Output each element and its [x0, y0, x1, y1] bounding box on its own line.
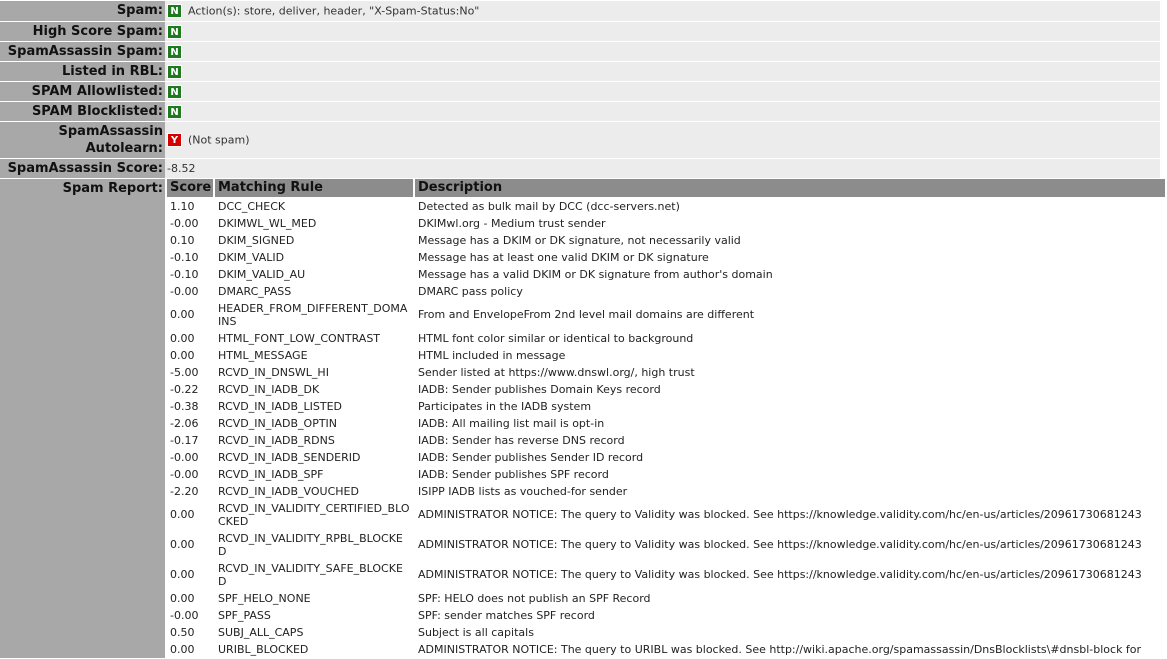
cell-score: -0.00 — [167, 283, 213, 300]
cell-rule: RCVD_IN_VALIDITY_CERTIFIED_BLOCKED — [215, 500, 413, 530]
cell-description: Participates in the IADB system — [415, 398, 1165, 415]
value-spam-blocklisted — [165, 102, 1160, 121]
cell-description: IADB: Sender has reverse DNS record — [415, 432, 1165, 449]
cell-score: 0.00 — [167, 347, 213, 364]
cell-score: 0.00 — [167, 500, 213, 530]
status-badge-no: N — [167, 85, 182, 99]
status-badge-no: N — [167, 4, 182, 18]
table-row — [167, 590, 1165, 607]
table-row — [167, 300, 1165, 330]
label-score: SpamAssassin Score: — [0, 159, 165, 178]
table-row — [167, 466, 1165, 483]
table-row — [167, 560, 1165, 590]
row-spam-blocklisted — [0, 102, 1160, 121]
cell-description: From and EnvelopeFrom 2nd level mail domains are different — [415, 300, 1165, 330]
cell-description: SPF: HELO does not publish an SPF Record — [415, 590, 1165, 607]
cell-rule: DCC_CHECK — [215, 198, 413, 215]
table-row — [167, 607, 1165, 624]
cell-score: 0.00 — [167, 641, 213, 658]
column-header-rule: Matching Rule — [215, 179, 413, 198]
table-row — [167, 641, 1165, 658]
table-row — [167, 232, 1165, 249]
cell-description: SPF: sender matches SPF record — [415, 607, 1165, 624]
cell-description: IADB: Sender publishes SPF record — [415, 466, 1165, 483]
status-badge-no: N — [167, 25, 182, 39]
cell-score: -5.00 — [167, 364, 213, 381]
table-row — [167, 432, 1165, 449]
cell-score: 0.00 — [167, 560, 213, 590]
cell-score: 1.10 — [167, 198, 213, 215]
table-row — [167, 530, 1165, 560]
label-spam-blocklisted: SPAM Blocklisted: — [0, 102, 165, 121]
cell-description: ADMINISTRATOR NOTICE: The query to Validity was blocked. See https://knowledge.validity.com/hc/en-us/articles/20961730681243 — [415, 560, 1165, 590]
table-row — [167, 500, 1165, 530]
table-row — [167, 398, 1165, 415]
cell-description: IADB: Sender publishes Domain Keys record — [415, 381, 1165, 398]
autolearn-result: (Not spam) — [188, 133, 250, 147]
row-listed-in-rbl — [0, 62, 1160, 81]
label-spamassassin-spam: SpamAssassin Spam: — [0, 42, 165, 61]
column-header-description: Description — [415, 179, 1165, 198]
table-row — [167, 347, 1165, 364]
cell-score: -0.10 — [167, 249, 213, 266]
label-spam-report: Spam Report: — [0, 179, 165, 658]
cell-rule: SPF_HELO_NONE — [215, 590, 413, 607]
label-high-score-spam: High Score Spam: — [0, 22, 165, 41]
cell-score: 0.50 — [167, 624, 213, 641]
row-spam-report — [0, 179, 1160, 658]
cell-rule: DKIM_VALID — [215, 249, 413, 266]
cell-rule: SUBJ_ALL_CAPS — [215, 624, 413, 641]
cell-score: -0.10 — [167, 266, 213, 283]
status-badge-no: N — [167, 65, 182, 79]
column-header-score: Score — [167, 179, 213, 198]
table-row — [167, 415, 1165, 432]
cell-rule: RCVD_IN_VALIDITY_RPBL_BLOCKED — [215, 530, 413, 560]
row-autolearn — [0, 122, 1160, 158]
cell-score: -0.00 — [167, 607, 213, 624]
value-spam-allowlisted — [165, 82, 1160, 101]
table-row — [167, 364, 1165, 381]
cell-description: Subject is all capitals — [415, 624, 1165, 641]
status-badge-no: N — [167, 45, 182, 59]
value-listed-in-rbl — [165, 62, 1160, 81]
cell-score: -2.06 — [167, 415, 213, 432]
row-score — [0, 159, 1160, 178]
cell-score: -0.00 — [167, 466, 213, 483]
table-row — [167, 283, 1165, 300]
table-row — [167, 449, 1165, 466]
cell-rule: URIBL_BLOCKED — [215, 641, 413, 658]
cell-description: ISIPP IADB lists as vouched-for sender — [415, 483, 1165, 500]
cell-score: 0.00 — [167, 300, 213, 330]
cell-description: HTML included in message — [415, 347, 1165, 364]
cell-rule: RCVD_IN_IADB_OPTIN — [215, 415, 413, 432]
value-spam — [165, 1, 1160, 21]
table-row — [167, 266, 1165, 283]
cell-rule: RCVD_IN_IADB_DK — [215, 381, 413, 398]
cell-description: Sender listed at https://www.dnswl.org/, high trust — [415, 364, 1165, 381]
cell-rule: DKIM_VALID_AU — [215, 266, 413, 283]
table-row — [167, 624, 1165, 641]
value-autolearn — [165, 122, 1160, 158]
row-spamassassin-spam — [0, 42, 1160, 61]
cell-score: -0.38 — [167, 398, 213, 415]
label-spam: Spam: — [0, 1, 165, 21]
spam-report-table — [165, 179, 1167, 658]
cell-score: -0.00 — [167, 449, 213, 466]
cell-rule: RCVD_IN_IADB_SENDERID — [215, 449, 413, 466]
cell-score: -2.20 — [167, 483, 213, 500]
cell-rule: HEADER_FROM_DIFFERENT_DOMAINS — [215, 300, 413, 330]
cell-score: -0.00 — [167, 215, 213, 232]
cell-rule: SPF_PASS — [215, 607, 413, 624]
cell-rule: RCVD_IN_VALIDITY_SAFE_BLOCKED — [215, 560, 413, 590]
report-body — [167, 198, 1165, 658]
value-spamassassin-spam — [165, 42, 1160, 61]
cell-rule: RCVD_IN_DNSWL_HI — [215, 364, 413, 381]
cell-description: Message has at least one valid DKIM or DK signature — [415, 249, 1165, 266]
cell-rule: RCVD_IN_IADB_LISTED — [215, 398, 413, 415]
cell-description: Message has a DKIM or DK signature, not necessarily valid — [415, 232, 1165, 249]
cell-description: DKIMwl.org - Medium trust sender — [415, 215, 1165, 232]
cell-score: 0.00 — [167, 530, 213, 560]
cell-description: IADB: All mailing list mail is opt-in — [415, 415, 1165, 432]
cell-description: DMARC pass policy — [415, 283, 1165, 300]
table-row — [167, 483, 1165, 500]
cell-description: Message has a valid DKIM or DK signature from author's domain — [415, 266, 1165, 283]
cell-description: ADMINISTRATOR NOTICE: The query to Validity was blocked. See https://knowledge.validity.com/hc/en-us/articles/20961730681243 — [415, 530, 1165, 560]
label-listed-in-rbl: Listed in RBL: — [0, 62, 165, 81]
cell-score: -0.22 — [167, 381, 213, 398]
row-high-score-spam — [0, 22, 1160, 41]
cell-score: -0.17 — [167, 432, 213, 449]
cell-description: Detected as bulk mail by DCC (dcc-servers.net) — [415, 198, 1165, 215]
cell-rule: HTML_FONT_LOW_CONTRAST — [215, 330, 413, 347]
status-badge-yes: Y — [167, 133, 182, 147]
table-row — [167, 381, 1165, 398]
cell-rule: DKIMWL_WL_MED — [215, 215, 413, 232]
cell-rule: RCVD_IN_IADB_RDNS — [215, 432, 413, 449]
cell-description: ADMINISTRATOR NOTICE: The query to URIBL was blocked. See http://wiki.apache.org/spamassassin/DnsBlocklists\#dnsbl-block for — [415, 641, 1165, 658]
row-spam — [0, 1, 1160, 21]
cell-rule: RCVD_IN_IADB_SPF — [215, 466, 413, 483]
cell-description: IADB: Sender publishes Sender ID record — [415, 449, 1165, 466]
cell-rule: DMARC_PASS — [215, 283, 413, 300]
row-spam-allowlisted — [0, 82, 1160, 101]
cell-score: 0.00 — [167, 330, 213, 347]
table-row — [167, 249, 1165, 266]
label-autolearn: SpamAssassin Autolearn: — [0, 122, 165, 158]
cell-description: ADMINISTRATOR NOTICE: The query to Validity was blocked. See https://knowledge.validity.com/hc/en-us/articles/20961730681243 — [415, 500, 1165, 530]
cell-rule: RCVD_IN_IADB_VOUCHED — [215, 483, 413, 500]
cell-rule: DKIM_SIGNED — [215, 232, 413, 249]
value-spam-report — [165, 179, 1160, 658]
report-header-row — [167, 179, 1165, 198]
status-badge-no: N — [167, 105, 182, 119]
value-high-score-spam — [165, 22, 1160, 41]
cell-description: HTML font color similar or identical to background — [415, 330, 1165, 347]
table-row — [167, 330, 1165, 347]
label-spam-allowlisted: SPAM Allowlisted: — [0, 82, 165, 101]
table-row — [167, 198, 1165, 215]
cell-score: 0.10 — [167, 232, 213, 249]
spam-actions: Action(s): store, deliver, header, "X-Spam-Status:No" — [188, 4, 480, 18]
cell-rule: HTML_MESSAGE — [215, 347, 413, 364]
cell-score: 0.00 — [167, 590, 213, 607]
value-score: -8.52 — [165, 159, 1160, 178]
table-row — [167, 215, 1165, 232]
